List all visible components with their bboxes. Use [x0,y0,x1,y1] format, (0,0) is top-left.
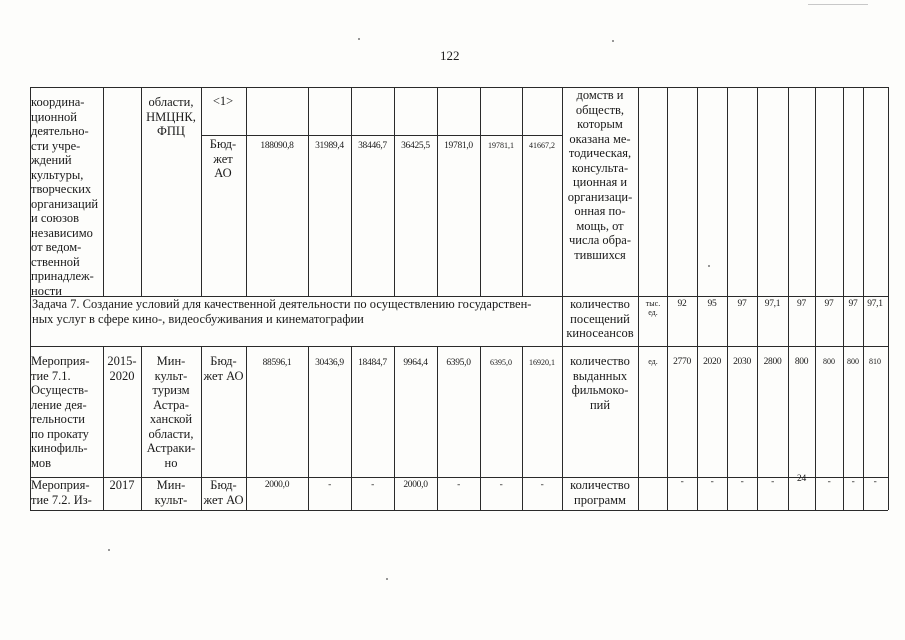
table-rule [351,87,352,296]
row72-executor: Мин- культ- [154,478,188,507]
row71-period: 2015- 2020 [107,354,137,383]
row72-unit [639,480,667,492]
row71-v4: 2800 [763,357,782,367]
row71-unit: ед. [648,357,658,366]
row71-y1: 30436,9 [315,358,344,368]
row72-v7: - [851,477,855,487]
row72-name: Мероприя- тие 7.2. Из- [31,478,92,507]
row1-y2: 38446,7 [358,141,387,151]
scan-speck [612,40,614,42]
table-rule [30,510,888,511]
task7-v3: 97 [737,299,747,309]
table-rule [308,87,309,296]
row71-total: 88596,1 [262,358,292,368]
row1-source: Бюд- жет АО [209,137,237,180]
task7-unit: тыс. ед. [645,299,661,317]
task7-v8: 97,1 [867,299,883,309]
row71-v1: 2770 [673,357,691,367]
row72-period: 2017 [109,478,135,492]
table-rule [522,87,523,296]
row72-v8: - [873,477,877,487]
task7-text: Задача 7. Создание условий для качественной деятельности по осуществлению государствен- ных услуг в сфере кино-, видеосбуживания и кинематографии [32,297,532,326]
row71-y3: 9964,4 [403,358,428,368]
row72-y4: - [457,480,460,490]
row1-executor: области, НМЦНК, ФПЦ [146,95,196,138]
row71-y5: 6395,0 [490,358,512,367]
row71-v5: 800 [794,357,809,367]
row1-indicator: домств и обществ, которым оказана ме- тодическая, консульта- ционная и организаци- онная по- мощь, от числа обра- тившихся [567,88,633,262]
row72-v6: - [827,477,831,487]
row71-y2: 18484,7 [358,358,387,368]
row1-y6: 41667,2 [529,141,555,150]
table-rule [888,87,889,510]
row1-y5: 19781,1 [488,141,514,150]
row72-v4: - [771,477,774,487]
scan-speck [358,38,360,40]
row72-y6: - [540,480,544,490]
row72-y3: 2000,0 [403,480,428,490]
table-rule [201,87,202,296]
row71-indicator: количество выданных фильмоко- пий [570,354,630,412]
row72-v2: - [710,477,714,487]
page-number: 122 [440,48,460,63]
row71-v7: 800 [847,357,859,366]
row71-v3: 2030 [733,357,751,367]
row71-y4: 6395,0 [446,358,471,368]
task7-v7: 97 [848,299,858,309]
row72-v1: - [680,477,684,487]
row71-v6: 800 [823,357,835,366]
row71-source: Бюд- жет АО [203,354,244,383]
row72-indicator: количество программ [570,478,630,507]
row72-v5: 24 [797,474,806,484]
table-rule [394,87,395,296]
table-rule [103,87,104,296]
scan-speck [808,4,868,5]
row1-note: <1> [212,94,234,108]
task7-v2: 95 [707,299,717,309]
table-rule [201,135,562,136]
task7-v6: 97 [824,299,834,309]
table-rule [30,87,888,88]
row72-v3: - [740,477,744,487]
row1-total: 188090,8 [260,141,294,151]
row72-total: 2000,0 [264,480,290,490]
table-rule [480,87,481,296]
row72-y2: - [371,480,374,490]
row1-y3: 36425,5 [401,141,430,151]
scan-speck [386,578,388,580]
task7-v4: 97,1 [764,299,781,309]
row71-executor: Мин- культ- туризм Астра- ханской области, Астраки- но [146,354,196,470]
row72-y5: - [499,480,503,490]
row1-name: координа- ционной деятельно- сти учре- ждений культуры, творческих организаций и союзов независимо от ведом- ственной принадлеж- ности [31,95,99,298]
row71-v8: 810 [869,357,881,366]
scan-speck [108,549,110,551]
row71-y6: 16920,1 [529,358,555,367]
row71-v2: 2020 [703,357,721,367]
row72-source: Бюд- жет АО [203,478,244,507]
task7-v1: 92 [677,299,687,309]
scan-speck [708,265,710,267]
row71-name: Мероприя- тие 7.1. Осуществ- ление дея- тельности по прокату кинофиль- мов [31,354,90,470]
row1-y4: 19781,0 [444,141,473,151]
table-rule [246,87,247,296]
row1-y1: 31989,4 [315,141,344,151]
table-rule [437,87,438,296]
task7-v5: 97 [797,299,806,309]
table-rule [30,346,888,347]
row72-y1: - [328,480,331,490]
task7-indicator: количество посещений киносеансов [566,297,634,340]
